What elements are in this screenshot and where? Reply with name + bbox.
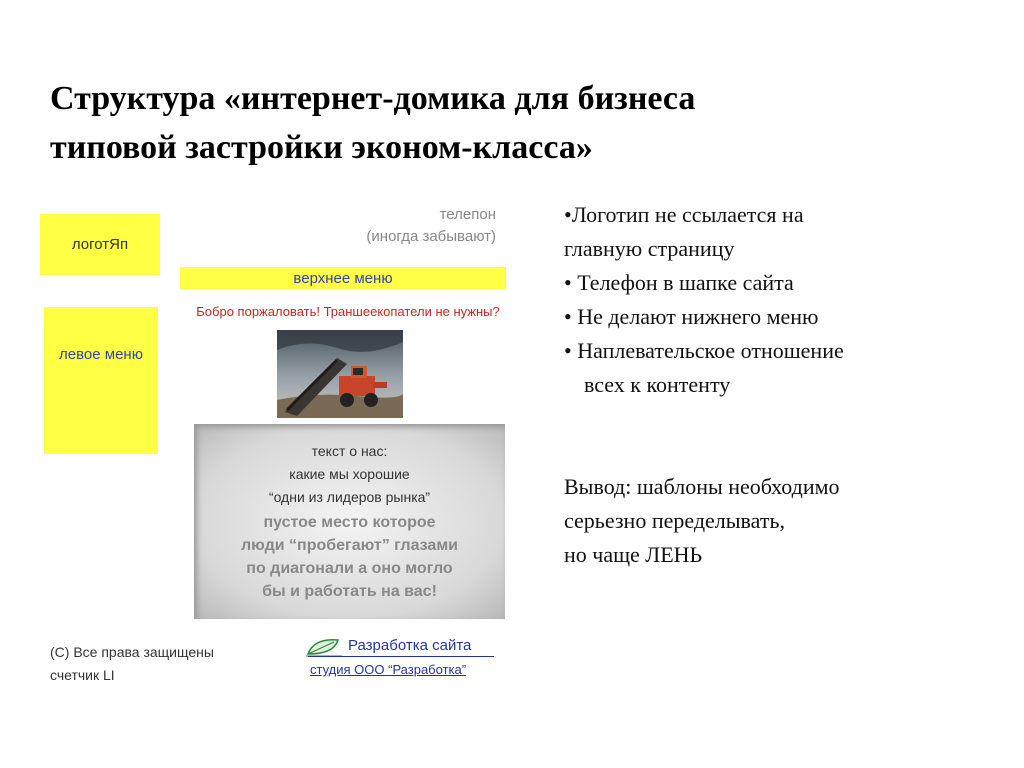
mock-empty-line-1: пустое место которое: [263, 514, 436, 531]
slide-title: [50, 74, 970, 172]
mock-logo: [40, 214, 160, 275]
mock-left-menu: [44, 307, 158, 454]
conclusion-text: [564, 470, 1004, 572]
issue-item-1-line-1: •Логотип не ссылается на: [564, 202, 804, 227]
mock-empty-line-4: бы и работать на вас!: [262, 583, 437, 600]
mock-empty-space-text: [194, 511, 505, 603]
mock-about-line-2: какие мы хорошие: [289, 466, 410, 482]
mock-welcome-text: Бобро поржаловать! Траншеекопатели не нужны?: [196, 304, 500, 319]
mock-dev-studio-link[interactable]: студия ООО “Разработка”: [310, 662, 467, 677]
trencher-image: [277, 330, 403, 418]
conclusion-line-3: но чаще ЛЕНЬ: [564, 542, 703, 567]
mock-copyright: (С) Все права защищены: [50, 644, 214, 660]
mock-empty-line-3: по диагонали а оно могло: [246, 560, 453, 577]
leaf-icon: [304, 636, 344, 658]
issues-list: [564, 198, 1004, 402]
mock-counter: счетчик LI: [50, 667, 115, 683]
trencher-photo: [277, 330, 403, 418]
mock-top-menu-label: верхнее меню: [293, 269, 393, 287]
mock-phone: [300, 204, 496, 248]
mock-left-menu-label: левое меню: [59, 346, 143, 363]
mock-about-line-3: “одни из лидеров рынка”: [268, 489, 431, 505]
issue-item-4-line-2: всех к контенту: [584, 372, 731, 397]
issue-item-4-line-1: • Наплевательское отношение: [564, 338, 844, 363]
mock-about-line-1: текст о нас:: [311, 443, 388, 459]
mock-empty-line-2: люди “пробегают” глазами: [241, 537, 458, 554]
mock-footer-left: [50, 641, 214, 687]
conclusion-line-2: серьезно переделывать,: [564, 508, 785, 533]
mock-about-block: [194, 424, 505, 619]
issue-item-2: • Телефон в шапке сайта: [564, 270, 794, 295]
mock-logo-label: логотЯп: [71, 236, 129, 253]
issue-item-1-line-2: главную страницу: [564, 236, 735, 261]
mock-top-menu: [180, 267, 506, 289]
slide-title-line-2: типовой застройки эконом-класса»: [50, 129, 593, 166]
mock-phone-line-1: телепон: [439, 206, 496, 223]
mock-dev-link[interactable]: Разработка сайта: [348, 637, 472, 654]
mock-phone-line-2: (иногда забывают): [366, 228, 496, 245]
slide-title-line-1: Структура «интернет-домика для бизнеса: [50, 80, 696, 117]
issue-item-3: • Не делают нижнего меню: [564, 304, 819, 329]
conclusion-line-1: Вывод: шаблоны необходимо: [564, 474, 840, 499]
mock-dev-underline: [308, 656, 494, 657]
